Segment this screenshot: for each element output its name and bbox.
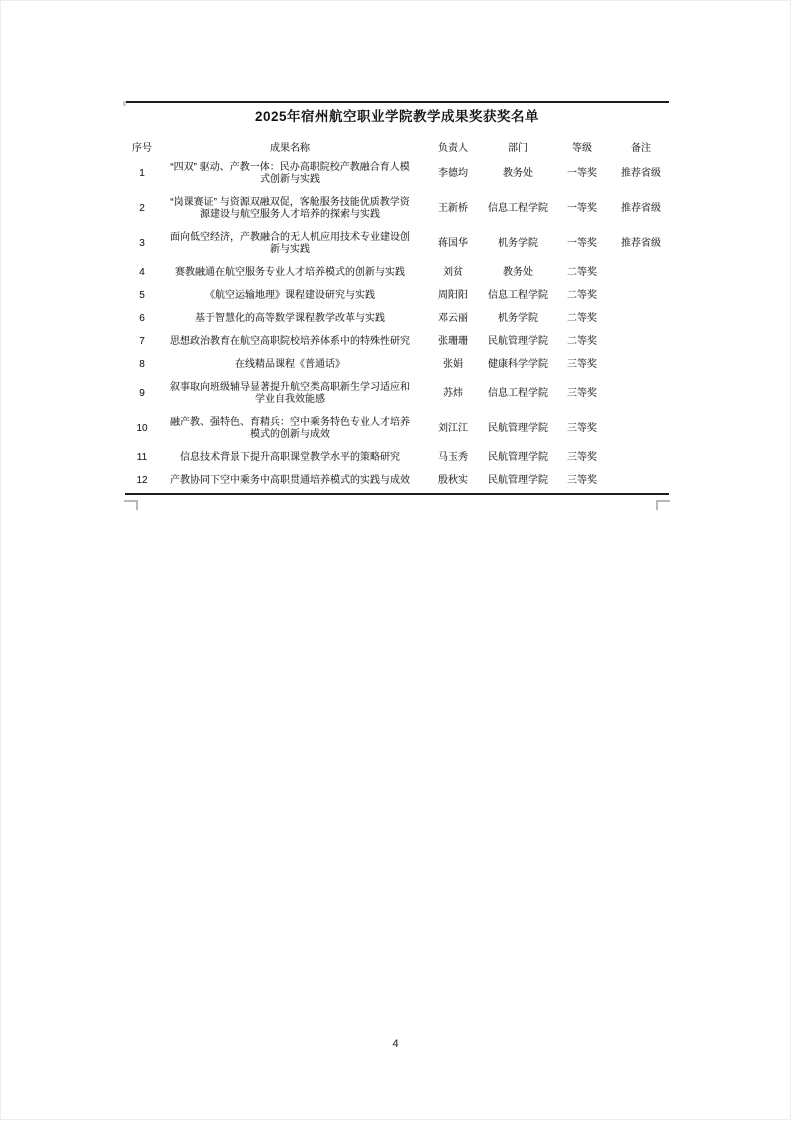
cell-department: 民航管理学院: [488, 422, 548, 434]
corner-mark-left-icon: [124, 500, 138, 510]
cell-index: 10: [136, 422, 148, 434]
cell-achievement-name: 在线精品课程《普通话》: [235, 358, 345, 370]
cell-index: 7: [139, 335, 145, 347]
cell-department: 健康科学学院: [488, 358, 548, 370]
cell-department: 机务学院: [498, 312, 538, 324]
table-row: [125, 353, 669, 376]
cell-department: 信息工程学院: [488, 387, 548, 399]
cell-index: 4: [139, 266, 145, 278]
cell-level: 二等奖: [567, 312, 597, 324]
page-number: 4: [392, 1038, 399, 1050]
cell-department: 民航管理学院: [488, 335, 548, 347]
cell-note: 推荐省级: [621, 237, 661, 249]
frame-corner-marks: [125, 495, 669, 511]
column-header-level: 等级: [572, 142, 592, 154]
cell-leader: 刘贫: [443, 266, 463, 278]
column-header-index: 序号: [132, 142, 152, 154]
cell-leader: 周阳阳: [438, 289, 468, 301]
cell-index: 12: [136, 474, 148, 486]
table-row: [125, 330, 669, 353]
cell-department: 教务处: [503, 266, 533, 278]
table-top-rule: [125, 101, 669, 103]
cell-index: 1: [139, 167, 145, 179]
table-body: [125, 156, 669, 492]
cell-department: 信息工程学院: [488, 289, 548, 301]
cell-department: 信息工程学院: [488, 202, 548, 214]
table-row: [125, 261, 669, 284]
cell-leader: 李德均: [438, 167, 468, 179]
table-region: [125, 101, 669, 511]
cell-leader: 张娟: [443, 358, 463, 370]
cell-index: 6: [139, 312, 145, 324]
table-row: [125, 411, 669, 446]
cell-achievement-name: 叙事取向班级辅导显著提升航空类高职新生学习适应和学业自我效能感: [170, 381, 410, 405]
cell-index: 5: [139, 289, 145, 301]
cell-index: 11: [136, 451, 148, 463]
table-row: [125, 307, 669, 330]
cell-index: 9: [139, 387, 145, 399]
cell-level: 二等奖: [567, 289, 597, 301]
page-title: 2025年宿州航空职业学院教学成果奖获奖名单: [254, 109, 540, 124]
cell-leader: 蒋国华: [438, 237, 468, 249]
cell-achievement-name: 《航空运输地理》课程建设研究与实践: [205, 289, 375, 301]
table-row: [125, 191, 669, 226]
cell-achievement-name: 思想政治教育在航空高职院校培养体系中的特殊性研究: [170, 335, 410, 347]
cell-level: 二等奖: [567, 335, 597, 347]
table-row: [125, 469, 669, 492]
cell-achievement-name: 基于智慧化的高等数学课程教学改革与实践: [195, 312, 385, 324]
cell-index: 8: [139, 358, 145, 370]
cell-achievement-name: 融产教、强特色、育精兵：空中乘务特色专业人才培养模式的创新与成效: [170, 416, 410, 440]
cell-achievement-name: 产教协同下空中乘务中高职贯通培养模式的实践与成效: [170, 474, 410, 486]
table-row: [125, 446, 669, 469]
cell-department: 机务学院: [498, 237, 538, 249]
column-header-department: 部门: [508, 142, 528, 154]
cell-leader: 马玉秀: [438, 451, 468, 463]
cell-department: 民航管理学院: [488, 451, 548, 463]
cell-note: 推荐省级: [621, 167, 661, 179]
cell-department: 民航管理学院: [488, 474, 548, 486]
table-row: [125, 284, 669, 307]
cell-achievement-name: “四双” 驱动、产教一体：民办高职院校产教融合育人模式创新与实践: [170, 161, 410, 185]
cell-leader: 邓云丽: [438, 312, 468, 324]
cell-level: 一等奖: [567, 167, 597, 179]
cell-level: 一等奖: [567, 202, 597, 214]
table-row: [125, 226, 669, 261]
cell-level: 一等奖: [567, 237, 597, 249]
table-header-row: [125, 141, 669, 156]
cell-leader: 刘江江: [438, 422, 468, 434]
table-row: [125, 156, 669, 191]
cell-achievement-name: 面向低空经济，产教融合的无人机应用技术专业建设创新与实践: [170, 231, 410, 255]
cell-note: 推荐省级: [621, 202, 661, 214]
cell-achievement-name: “岗课赛证” 与资源双融双促，客舱服务技能优质教学资源建设与航空服务人才培养的探索与实践: [170, 196, 410, 220]
cell-achievement-name: 赛教融通在航空服务专业人才培养模式的创新与实践: [175, 266, 405, 278]
column-header-achievement: 成果名称: [270, 142, 310, 154]
column-header-leader: 负责人: [438, 142, 468, 154]
cell-level: 三等奖: [567, 358, 597, 370]
cell-leader: 苏炜: [443, 387, 463, 399]
cell-level: 三等奖: [567, 474, 597, 486]
cell-leader: 殷秋实: [438, 474, 468, 486]
cell-leader: 王新桥: [438, 202, 468, 214]
cell-index: 3: [139, 237, 145, 249]
cell-leader: 张珊珊: [438, 335, 468, 347]
cell-achievement-name: 信息技术背景下提升高职课堂教学水平的策略研究: [180, 451, 400, 463]
cell-index: 2: [139, 202, 145, 214]
table-row: [125, 376, 669, 411]
column-header-note: 备注: [631, 142, 651, 154]
cell-level: 三等奖: [567, 451, 597, 463]
corner-mark-right-icon: [656, 500, 670, 510]
cell-level: 二等奖: [567, 266, 597, 278]
cell-level: 三等奖: [567, 387, 597, 399]
cell-level: 三等奖: [567, 422, 597, 434]
cell-department: 教务处: [503, 167, 533, 179]
